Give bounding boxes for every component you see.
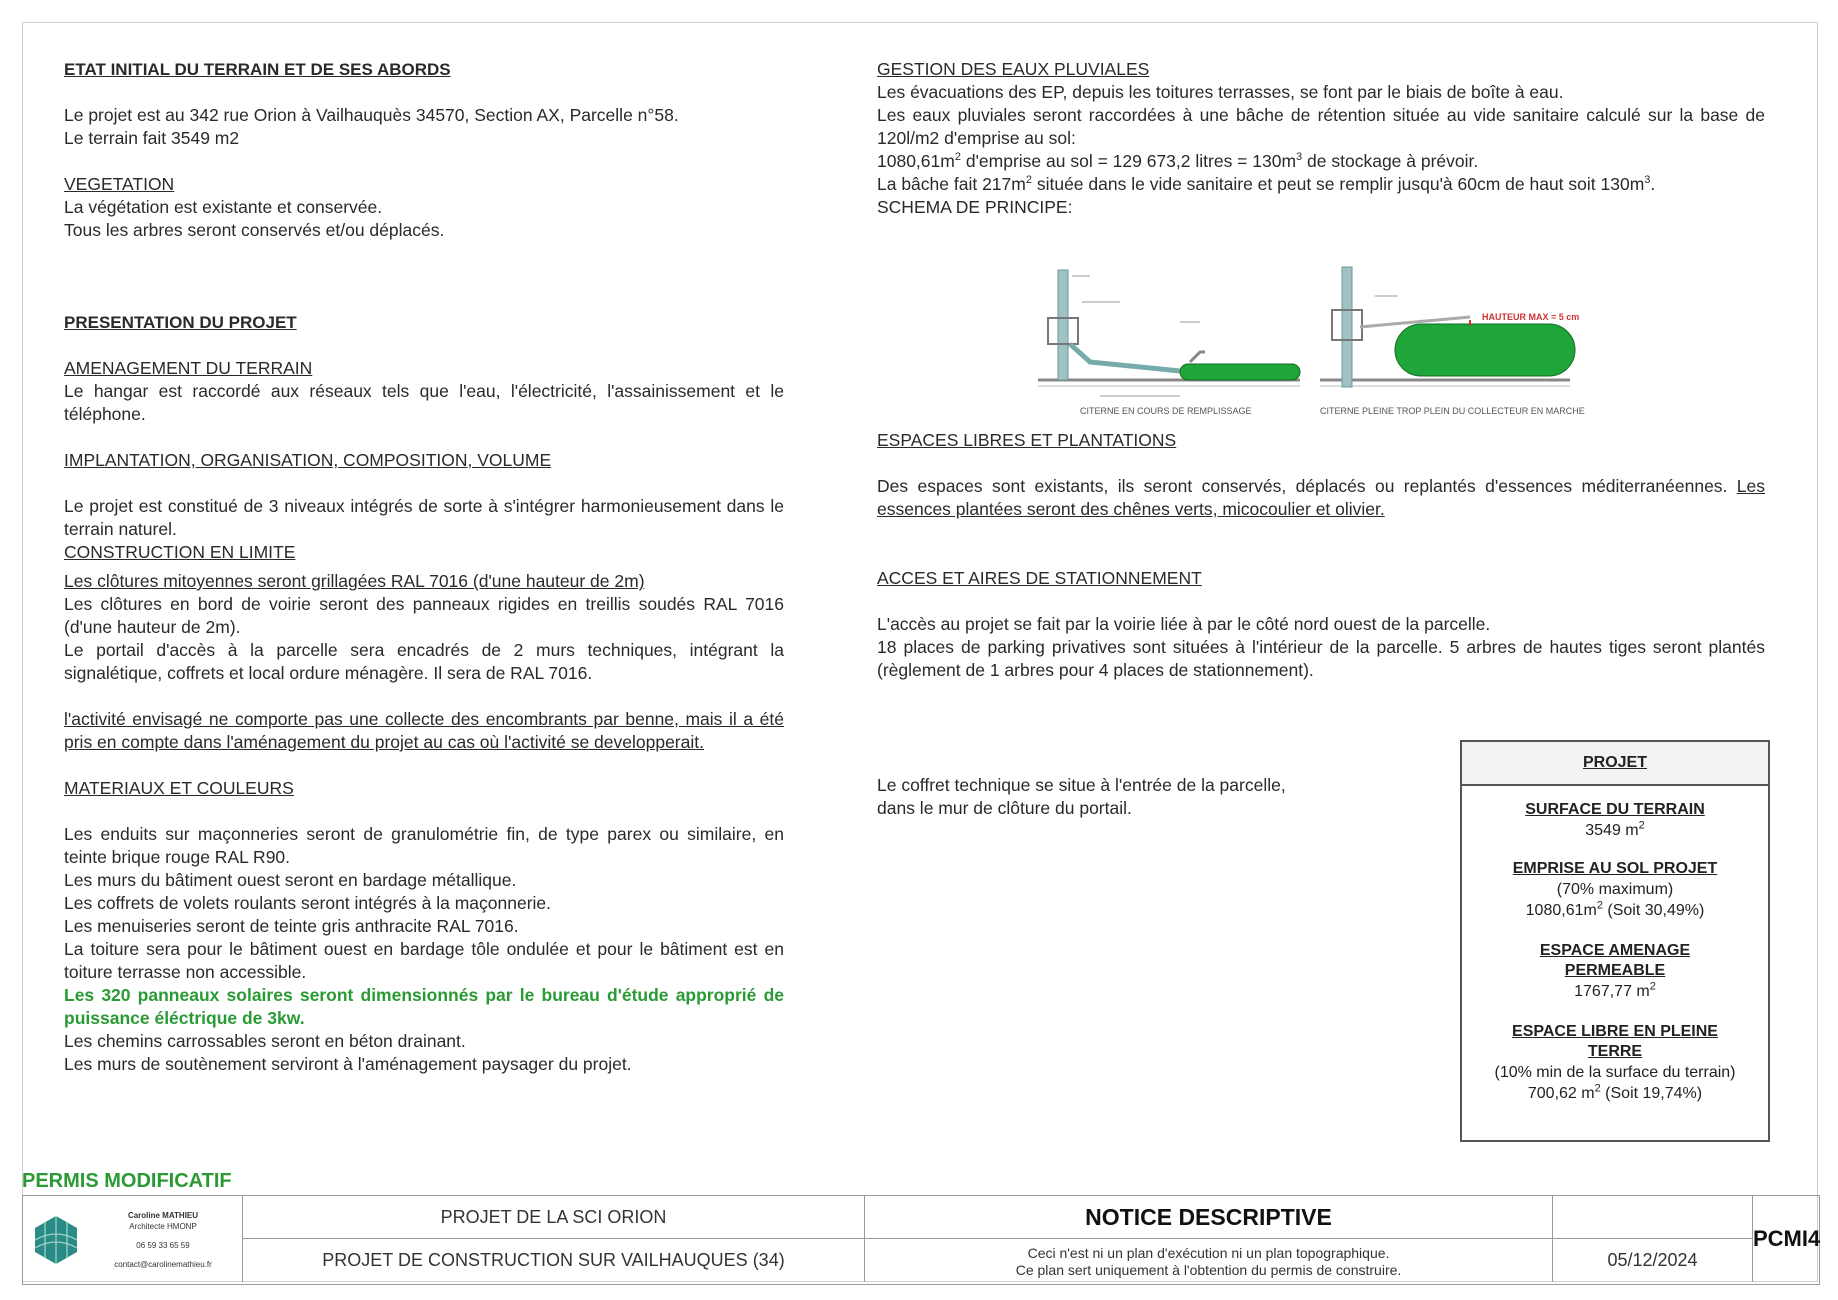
schema-hauteur-label: HAUTEUR MAX = 5 cm <box>1482 312 1580 322</box>
architect-logo-icon <box>33 1214 79 1266</box>
subtitle-implantation: IMPLANTATION, ORGANISATION, COMPOSITION, VOLUME <box>64 450 552 470</box>
tank-right <box>1395 324 1575 376</box>
emprise-value: $1080,61m^2$ (Soit 30,49%) <box>1525 899 1705 919</box>
acces-text-2: 18 places de parking privatives sont situées à l'intérieur de la parcelle. 5 arbres de hautes tiges seront plantés (règlement de 1 arbres pour 4 places de stationnement). <box>877 637 1765 680</box>
implantation-text: Le projet est constitué de 3 niveaux intégrés de sorte à s'intégrer harmonieusement dans le terrain naturel. <box>64 496 784 539</box>
subtitle-materiaux: MATERIAUX ET COULEURS <box>64 778 294 798</box>
espaces-text: Des espaces sont existants, ils seront conservés, déplacés ou replantés d'essences méditerranéennes. Les essences plantées seront des chênes verts, micocoulier et olivier. <box>877 476 1765 519</box>
espace-libre-value: 700,62 $m^2$ (Soit 19,74%) <box>1527 1082 1703 1102</box>
tank-left <box>1180 364 1300 380</box>
vegetation-text-2: Tous les arbres seront conservés et/ou déplacés. <box>64 220 445 240</box>
materiaux-text-solar: Les 320 panneaux solaires seront dimensionnés par le bureau d'étude approprié de puissance éléctrique de 3kw. <box>64 985 784 1028</box>
permis-modificatif-label: PERMIS MODIFICATIF <box>22 1170 232 1192</box>
subtitle-construction: CONSTRUCTION EN LIMITE <box>64 542 296 562</box>
espace-libre-title-2: TERRE <box>1587 1043 1643 1060</box>
coffret-text-2: dans le mur de clôture du portail. <box>877 798 1132 818</box>
title-block <box>22 1195 1820 1285</box>
schema-left-caption: CITERNE EN COURS DE REMPLISSAGE <box>1080 406 1252 416</box>
portail-text: Le portail d'accès à la parcelle sera encadrés de 2 murs techniques, intégrant la signalétique, coffrets et local ordure ménagère. Il sera de RAL 7016. <box>64 640 784 683</box>
espace-amenage-value: 1767,77 $m^2$ <box>1574 980 1656 1000</box>
schema-right-caption: CITERNE PLEINE TROP PLEIN DU COLLECTEUR EN MARCHE <box>1320 406 1585 416</box>
projet-summary-box <box>1460 740 1770 1142</box>
etat-text-2: Le terrain fait 3549 m2 <box>64 128 240 148</box>
gestion-text-2: Les eaux pluviales seront raccordées à une bâche de rétention située au vide sanitaire calculé sur la base de 120l/m2 d'emprise au sol: <box>877 105 1765 148</box>
document-code: PCMI4 <box>1753 1226 1821 1251</box>
notice-cell <box>865 1196 1553 1282</box>
gestion-text-3: $1080,61m^2$ d'emprise au sol = 129 673,2 litres = $130m^3$ de stockage à prévoir. <box>877 151 1479 171</box>
vegetation-text-1: La végétation est existante et conservée. <box>64 197 383 217</box>
materiaux-text-8: Les murs de soutènement serviront à l'aménagement paysager du projet. <box>64 1054 632 1074</box>
code-cell <box>1753 1196 1819 1282</box>
right-column <box>877 58 1765 820</box>
architect-name: Caroline MATHIEU <box>127 1211 199 1220</box>
materiaux-text-4: Les menuiseries seront de teinte gris anthracite RAL 7016. <box>64 916 519 936</box>
projet-construction-text: PROJET DE CONSTRUCTION SUR VAILHAUQUES (34) <box>322 1250 785 1270</box>
notice-title: NOTICE DESCRIPTIVE <box>1085 1204 1332 1230</box>
activite-text: l'activité envisagé ne comporte pas une collecte des encombrants par benne, mais il a été pris en compte dans l'aménagement du projet au cas où l'activité se developperait. <box>64 709 784 752</box>
amenagement-text: Le hangar est raccordé aux réseaux tels que l'eau, l'électricité, l'assainissement et le téléphone. <box>64 381 784 424</box>
schema-right <box>1320 267 1585 416</box>
notice-subtitle-1: Ceci n'est ni un plan d'exécution ni un plan topographique. <box>1027 1245 1390 1261</box>
materiaux-text-7: Les chemins carrossables seront en béton drainant. <box>64 1031 466 1051</box>
architect-phone: 06 59 33 65 59 <box>136 1241 190 1250</box>
emprise-note: (70% maximum) <box>1556 881 1674 898</box>
project-cell <box>243 1196 865 1282</box>
subtitle-amenagement: AMENAGEMENT DU TERRAIN <box>64 358 313 378</box>
subtitle-acces: ACCES ET AIRES DE STATIONNEMENT <box>877 568 1202 588</box>
subtitle-gestion: GESTION DES EAUX PLUVIALES <box>877 59 1150 79</box>
espace-libre-note: (10% min de la surface du terrain) <box>1494 1064 1736 1081</box>
subtitle-vegetation: VEGETATION <box>64 174 175 194</box>
surface-title: SURFACE DU TERRAIN <box>1525 801 1705 818</box>
clotures-text-2: Les clôtures en bord de voirie seront des panneaux rigides en treillis soudés RAL 7016 (d'une hauteur de 2m). <box>64 594 784 637</box>
etat-text-1: Le projet est au 342 rue Orion à Vailhauquès 34570, Section AX, Parcelle n°58. <box>64 105 679 125</box>
date-cell <box>1553 1196 1753 1282</box>
section-title-presentation: PRESENTATION DU PROJET <box>64 313 297 332</box>
espace-amenage-title-2: PERMEABLE <box>1564 962 1666 979</box>
surface-value: 3549 $m^2$ <box>1585 819 1645 839</box>
section-title-etat: ETAT INITIAL DU TERRAIN ET DE SES ABORDS <box>64 60 451 79</box>
architect-cell <box>23 1196 243 1282</box>
schema-left <box>1038 270 1300 416</box>
architect-role: Architecte HMONP <box>129 1222 197 1231</box>
materiaux-text-1: Les enduits sur maçonneries seront de granulométrie fin, de type parex ou similaire, en teinte brique rouge RAL R90. <box>64 824 784 867</box>
projet-sci-text: PROJET DE LA SCI ORION <box>440 1207 667 1227</box>
architect-email: contact@carolinemathieu.fr <box>114 1260 212 1269</box>
emprise-title: EMPRISE AU SOL PROJET <box>1512 860 1718 877</box>
materiaux-text-2: Les murs du bâtiment ouest seront en bardage métallique. <box>64 870 517 890</box>
gestion-text-1: Les évacuations des EP, depuis les toitures terrasses, se font par le biais de boîte à eau. <box>877 82 1564 102</box>
gestion-text-4: La bâche fait $217m^2$ située dans le vide sanitaire et peut se remplir jusqu'à 60cm de haut soit $130m^3$. <box>877 174 1656 194</box>
schema-label: SCHEMA DE PRINCIPE: <box>877 197 1073 217</box>
espace-amenage-title-1: ESPACE AMENAGE <box>1539 942 1691 959</box>
notice-subtitle-2: Ce plan sert uniquement à l'obtention du permis de construire. <box>1015 1262 1402 1278</box>
projet-box-header: PROJET <box>1462 742 1768 786</box>
acces-text-1: L'accès au projet se fait par la voirie liée à par le côté nord ouest de la parcelle. <box>877 614 1491 634</box>
clotures-text-1: Les clôtures mitoyennes seront grillagées RAL 7016 (d'une hauteur de 2m) <box>64 571 645 591</box>
coffret-text-1: Le coffret technique se situe à l'entrée de la parcelle, <box>877 775 1286 795</box>
left-column <box>64 58 784 1076</box>
rainwater-schema-diagram <box>1030 262 1600 422</box>
materiaux-text-3: Les coffrets de volets roulants seront intégrés à la maçonnerie. <box>64 893 552 913</box>
subtitle-espaces: ESPACES LIBRES ET PLANTATIONS <box>877 430 1177 450</box>
materiaux-text-5: La toiture sera pour le bâtiment ouest en bardage tôle ondulée et pour le bâtiment est en toiture terrasse non accessible. <box>64 939 784 982</box>
date-text: 05/12/2024 <box>1607 1250 1698 1270</box>
espace-libre-title-1: ESPACE LIBRE EN PLEINE <box>1512 1023 1718 1040</box>
